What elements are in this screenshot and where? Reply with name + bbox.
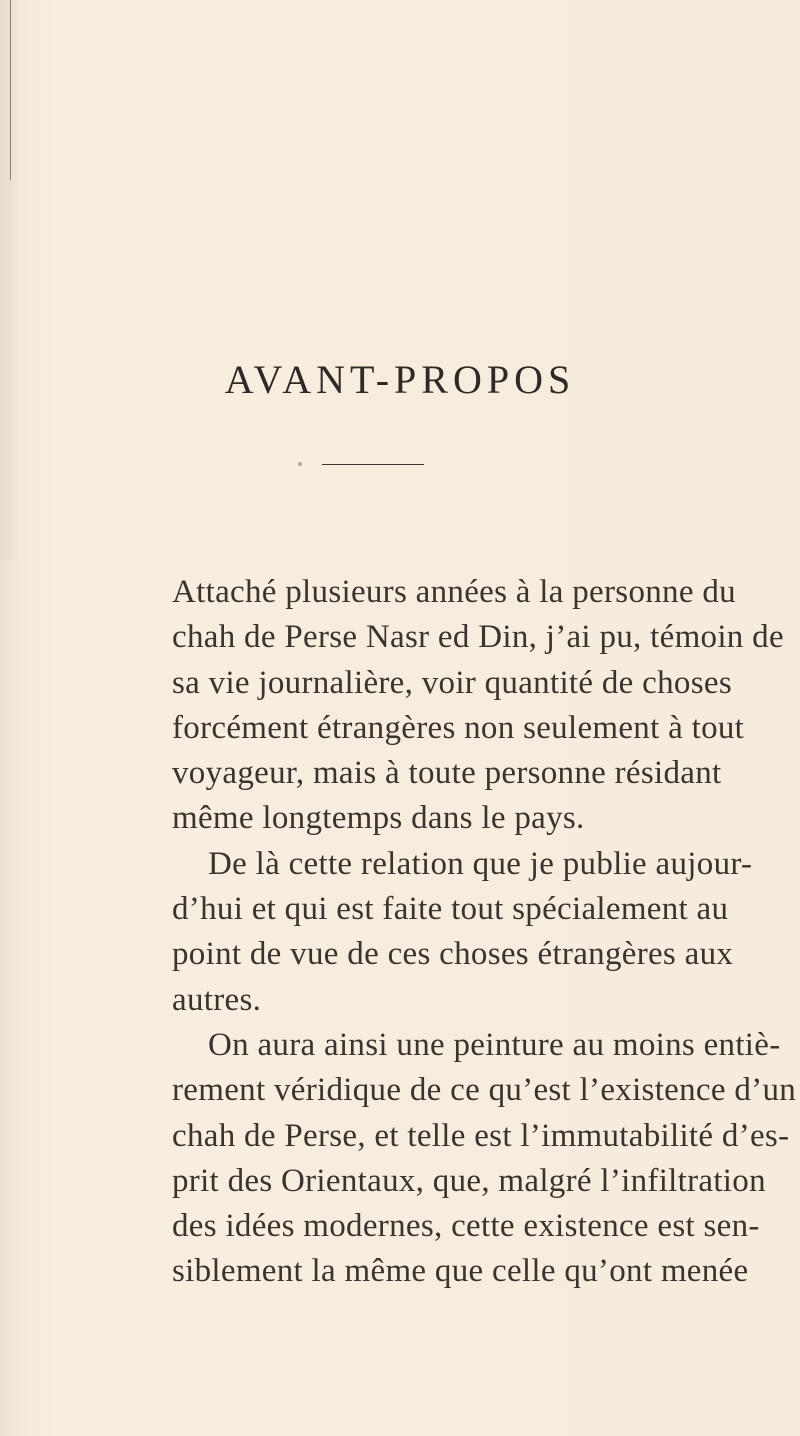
title-rule bbox=[322, 464, 424, 465]
paper-speck bbox=[298, 462, 302, 466]
text-line: prit des Orientaux, que, malgré l’infiltration bbox=[172, 1162, 766, 1199]
text-line: sa vie journalière, voir quantité de choses bbox=[172, 664, 732, 701]
binding-line bbox=[10, 0, 11, 180]
body-text bbox=[172, 570, 797, 1295]
text-line: Attaché plusieurs années à la personne du bbox=[172, 574, 736, 610]
text-line: autres. bbox=[172, 981, 262, 1018]
text-line: point de vue de ces choses étrangères aux bbox=[172, 936, 734, 973]
text-line: d’hui et qui est faite tout spécialement au bbox=[172, 891, 729, 928]
binding-edge bbox=[0, 0, 18, 560]
text-line: siblement la même que celle qu’ont menée bbox=[172, 1253, 749, 1290]
text-line: On aura ainsi une peinture au moins entiè- bbox=[208, 1026, 781, 1063]
text-line: voyageur, mais à toute personne résidant bbox=[172, 755, 722, 792]
text-line: rement véridique de ce qu’est l’existence d’un bbox=[172, 1072, 797, 1109]
page-title: AVANT-PROPOS bbox=[224, 357, 576, 402]
text-line: chah de Perse Nasr ed Din, j’ai pu, témoin de bbox=[172, 619, 784, 656]
text-line: De là cette relation que je publie aujour- bbox=[208, 845, 753, 882]
text-line: même longtemps dans le pays. bbox=[172, 800, 585, 837]
text-line: des idées modernes, cette existence est sen- bbox=[172, 1208, 760, 1245]
text-line: chah de Perse, et telle est l’immutabilité d’es- bbox=[172, 1117, 790, 1154]
text-line: forcément étrangères non seulement à tout bbox=[172, 709, 745, 746]
